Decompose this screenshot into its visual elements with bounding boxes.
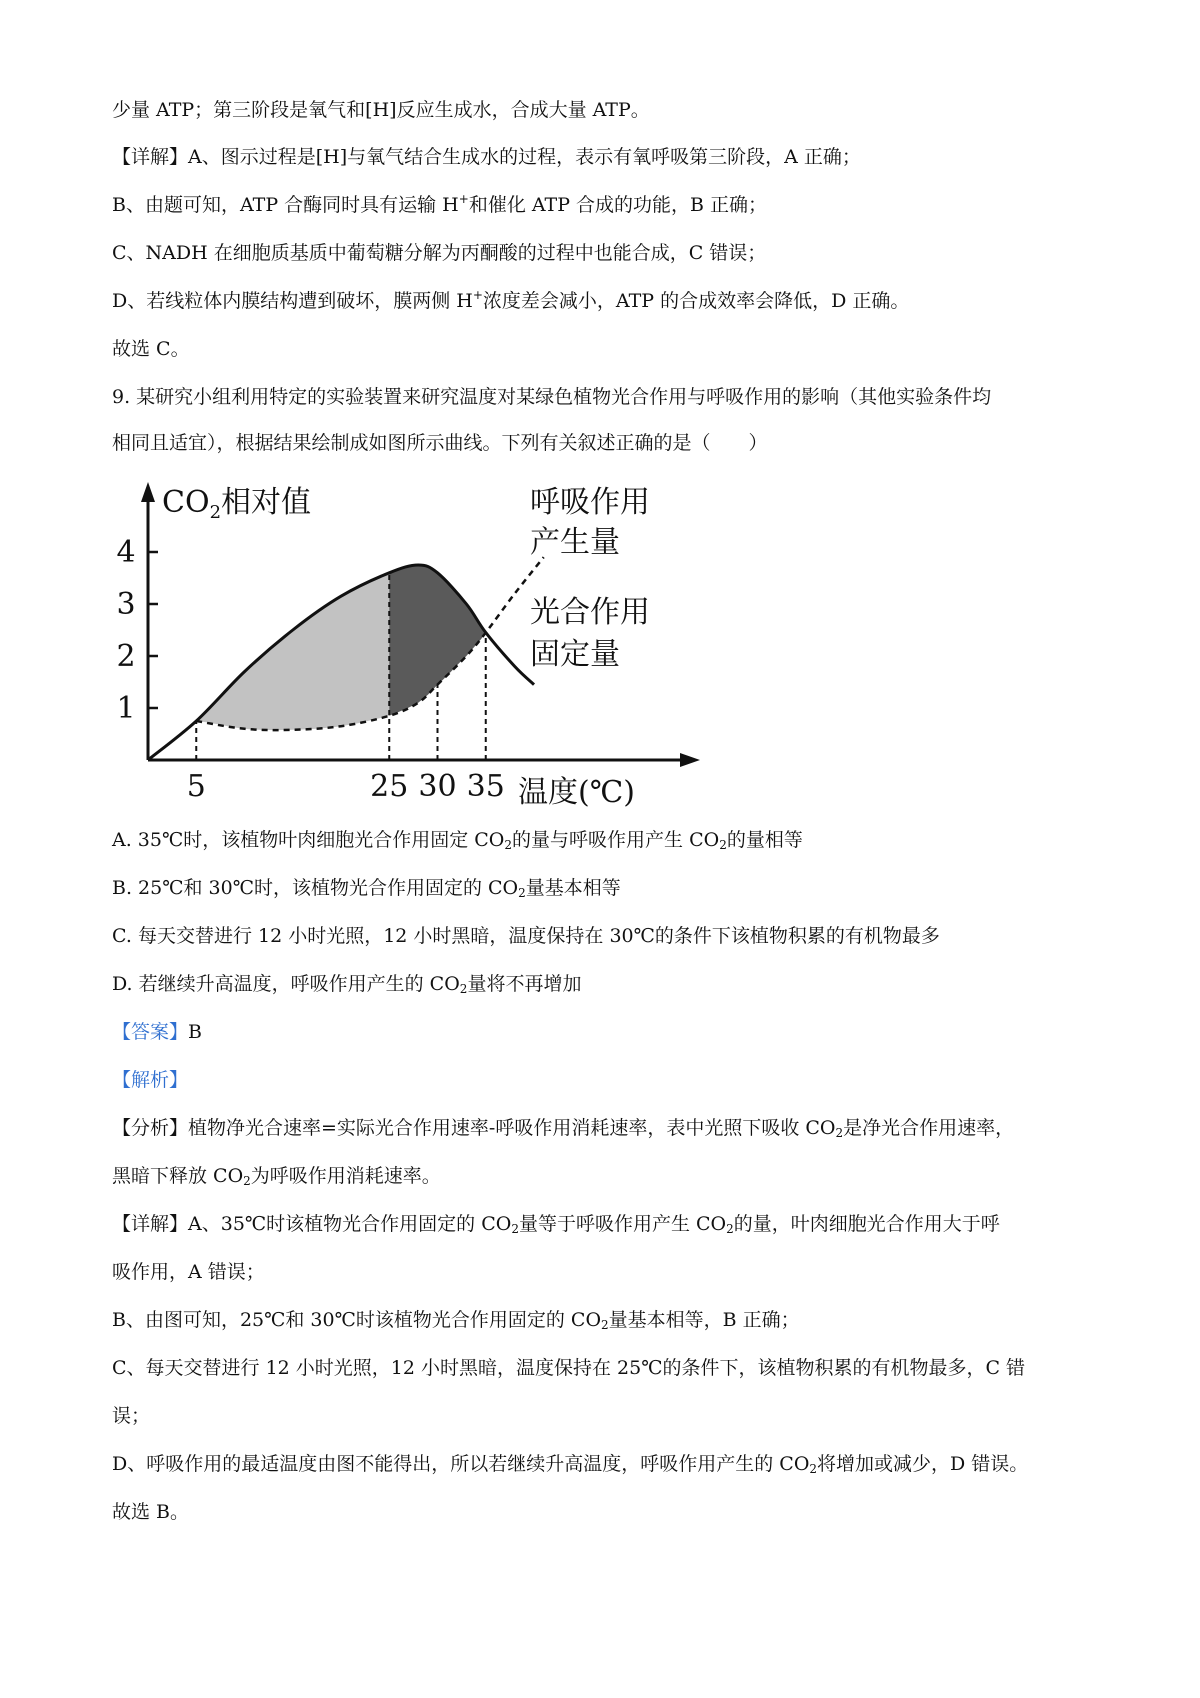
text: 将增加或减少，D 错误。 [817,1453,1029,1475]
text: 的量相等 [726,829,803,851]
answer-value: B [188,1021,202,1043]
text: 浓度差会减小，ATP 的合成效率会降低，D 正确。 [482,290,910,312]
paragraph-prev-c: C、NADH 在细胞质基质中葡萄糖分解为丙酮酸的过程中也能合成，C 错误； [112,242,767,264]
analysis-detail-d [112,1449,1102,1479]
paragraph-prev-detail-a [112,142,1102,172]
answer-tag: 【答案】 [112,1021,189,1043]
analysis-tag: 【解析】 [112,1069,189,1091]
x-tick-label: 30 [418,769,457,804]
legend-photosynthesis-line-2: 固定量 [530,637,620,672]
subscript: 2 [511,1222,519,1236]
paragraph-prev-choose: 故选 C。 [112,338,190,360]
y-tick-label: 2 [116,639,136,674]
x-tick-label: 35 [466,769,505,804]
superscript: + [458,192,469,206]
y-tick-label: 3 [116,587,136,622]
y-tick-group [116,535,158,726]
analysis-fenxi-line-2 [112,1161,1102,1191]
legend-photosynthesis-line-1: 光合作用 [530,595,650,630]
text: 植物净光合速率=实际光合作用速率-呼吸作用消耗速率，表中光照下吸收 CO [188,1117,836,1139]
text: B. 25℃和 30℃时，该植物光合作用固定的 CO [112,877,519,899]
text: D. 若继续升高温度，呼吸作用产生的 CO [112,973,460,995]
analysis-detail-c-line-1: C、每天交替进行 12 小时光照，12 小时黑暗，温度保持在 25℃的条件下，该植物积累的有机物最多，C 错 [112,1357,1026,1379]
text: B、由图可知，25℃和 30℃时该植物光合作用固定的 CO [112,1309,602,1331]
detail-a-text: A、图示过程是[H]与氧气结合生成水的过程，表示有氧呼吸第三阶段，A 正确； [188,146,861,168]
x-axis-title: 温度(℃) [518,775,635,810]
analysis-choose: 故选 B。 [112,1501,190,1523]
text: B、由题可知，ATP 合酶同时具有运输 H [112,194,459,216]
subscript: 2 [243,1174,251,1188]
subscript: 2 [601,1318,609,1332]
analysis-detail-a-line-1 [112,1209,1102,1239]
option-a [112,825,1102,855]
paragraph-prev-b [112,190,1102,220]
text: 量基本相等，B 正确； [608,1309,800,1331]
y-axis-arrow [141,482,155,502]
x-tick-group [187,769,505,804]
option-d [112,969,1102,999]
subscript: 2 [835,1126,844,1140]
y-tick-label: 1 [116,691,136,726]
text: 为呼吸作用消耗速率。 [250,1165,441,1187]
x-axis-arrow [680,753,700,767]
x-tick-label: 25 [370,769,409,804]
text: A、35℃时该植物光合作用固定的 CO [188,1213,512,1235]
option-b [112,873,1102,903]
paragraph-prev-d [112,286,1102,316]
subscript: 2 [459,982,468,996]
text: 量基本相等 [525,877,621,899]
text: D、呼吸作用的最适温度由图不能得出，所以若继续升高温度，呼吸作用产生的 CO [112,1453,810,1475]
analysis-fenxi-line-1 [112,1113,1102,1143]
x-tick-label: 5 [186,769,206,804]
answer-line [112,1017,1102,1047]
subscript: 2 [518,886,526,900]
subscript: 2 [809,1462,818,1476]
text: 量等于呼吸作用产生 CO [518,1213,727,1235]
text: 是净光合作用速率， [843,1117,1015,1139]
text: 的量与呼吸作用产生 CO [512,829,720,851]
text: D、若线粒体内膜结构遭到破坏，膜两侧 H [112,290,473,312]
text: 的量，叶肉细胞光合作用大于呼 [733,1213,1000,1235]
fenxi-tag: 【分析】 [112,1117,189,1139]
text: A. 35℃时，该植物叶肉细胞光合作用固定 CO [112,829,505,851]
option-c: C. 每天交替进行 12 小时光照，12 小时黑暗，温度保持在 30℃的条件下该植物积累的有机物最多 [112,925,940,947]
analysis-detail-a-line-2: 吸作用，A 错误； [112,1261,265,1283]
detail-tag: 【详解】 [112,146,189,168]
superscript: + [472,288,483,302]
text: 和催化 ATP 合成的功能，B 正确； [468,194,768,216]
legend-respiration-line-1: 呼吸作用 [530,485,650,520]
y-axis-title: $CO_2$相对值 [162,485,312,523]
question-stem-line-1: 9. 某研究小组利用特定的实验装置来研究温度对某绿色植物光合作用与呼吸作用的影响（其他实验条件均 [112,386,992,408]
y-tick-label: 4 [116,535,136,570]
text: 黑暗下释放 CO [112,1165,244,1187]
subscript: 2 [719,838,727,852]
analysis-detail-c-line-2: 误； [112,1405,151,1427]
question-stem-line-2: 相同且适宜），根据结果绘制成如图所示曲线。下列有关叙述正确的是（ ） [112,432,768,454]
paragraph-prev-line: 少量 ATP；第三阶段是氧气和[H]反应生成水，合成大量 ATP。 [112,99,650,121]
subscript: 2 [504,838,513,852]
co2-temperature-chart [116,480,730,810]
detail-tag: 【详解】 [112,1213,189,1235]
subscript: 2 [726,1222,734,1236]
text: 量将不再增加 [467,973,582,995]
legend-respiration-line-2: 产生量 [530,525,620,560]
analysis-detail-b [112,1305,1102,1335]
shaded-region [196,565,486,730]
